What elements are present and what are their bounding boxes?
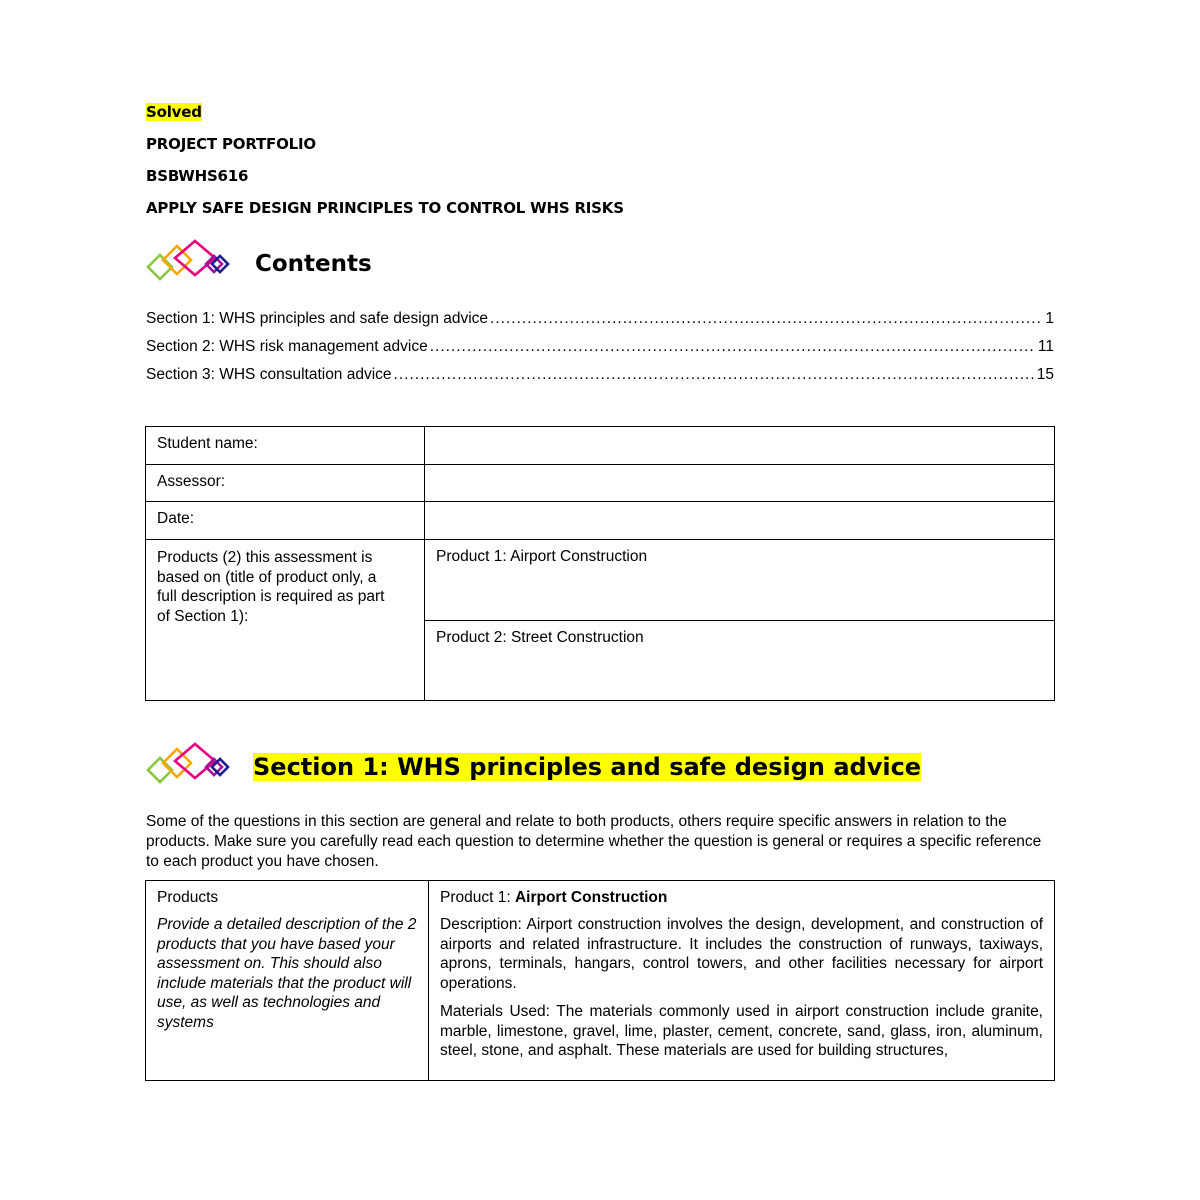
toc-entry-page: 15 — [1036, 366, 1054, 383]
student-info-table — [145, 426, 1055, 701]
toc-entry-page: 1 — [1045, 310, 1054, 327]
products-table — [145, 880, 1055, 1081]
products-label: Products — [157, 889, 219, 906]
toc-leader — [490, 310, 1043, 328]
product-1-title: Product 1: Airport Construction — [440, 889, 668, 906]
product-1-field[interactable]: Product 1: Airport Construction — [425, 540, 1055, 621]
toc-leader — [394, 366, 1035, 384]
toc-entry-label: Section 3: WHS consultation advice — [146, 366, 392, 383]
toc-entry[interactable] — [146, 366, 1054, 384]
table-row — [146, 427, 1055, 465]
products-left-cell — [146, 881, 429, 1081]
solved-label: Solved — [146, 103, 202, 121]
table-row — [146, 465, 1055, 502]
section-1-intro: Some of the questions in this section are general and relate to both products, others require specific answers in relation to the products. Make sure you carefully read each question to determine whether the question is general or requires a specific reference to each product you have chosen. — [146, 813, 1042, 870]
products-label: Products (2) this assessment is based on (title of product only, a full description is required as part of Section 1): — [146, 540, 425, 701]
toc-entry[interactable] — [146, 338, 1054, 356]
assessor-label: Assessor: — [146, 465, 425, 502]
table-row — [146, 540, 1055, 621]
products-instructions: Provide a detailed description of the 2 products that you have based your assessment on. This should also include materials that the product will use, as well as technologies and systems — [157, 916, 417, 1031]
toc-leader — [430, 338, 1036, 356]
portfolio-title: PROJECT PORTFOLIO — [146, 135, 316, 153]
diamond-logo-icon — [145, 741, 243, 791]
toc-entry[interactable] — [146, 310, 1054, 328]
product-1-answer-cell[interactable] — [429, 881, 1055, 1081]
product-2-field[interactable]: Product 2: Street Construction — [425, 621, 1055, 701]
product-1-description: Description: Airport construction involves the design, development, and construction of airports and related infrastructure. It includes the construction of runways, taxiways, aprons, terminals, hangars, control towers, and other facilities necessary for airport operations. — [440, 916, 1043, 992]
diamond-logo-icon — [145, 238, 243, 288]
student-name-field[interactable] — [425, 427, 1055, 465]
unit-code: BSBWHS616 — [146, 167, 249, 185]
assessor-field[interactable] — [425, 465, 1055, 502]
toc-entry-page: 11 — [1037, 338, 1054, 355]
section-1-heading: Section 1: WHS principles and safe design advice — [253, 753, 922, 781]
table-row — [146, 881, 1055, 1081]
date-field[interactable] — [425, 502, 1055, 540]
date-label: Date: — [146, 502, 425, 540]
toc-entry-label: Section 1: WHS principles and safe design advice — [146, 310, 489, 327]
contents-heading: Contents — [255, 251, 372, 277]
toc-entry-label: Section 2: WHS risk management advice — [146, 338, 428, 355]
student-name-label: Student name: — [146, 427, 425, 465]
table-row — [146, 502, 1055, 540]
unit-title: APPLY SAFE DESIGN PRINCIPLES TO CONTROL WHS RISKS — [146, 199, 624, 217]
product-1-materials: Materials Used: The materials commonly used in airport construction include granite, marble, limestone, gravel, lime, plaster, cement, concrete, sand, glass, iron, aluminum, steel, stone, and asphalt. These materials are used for building structures, — [440, 1003, 1043, 1059]
